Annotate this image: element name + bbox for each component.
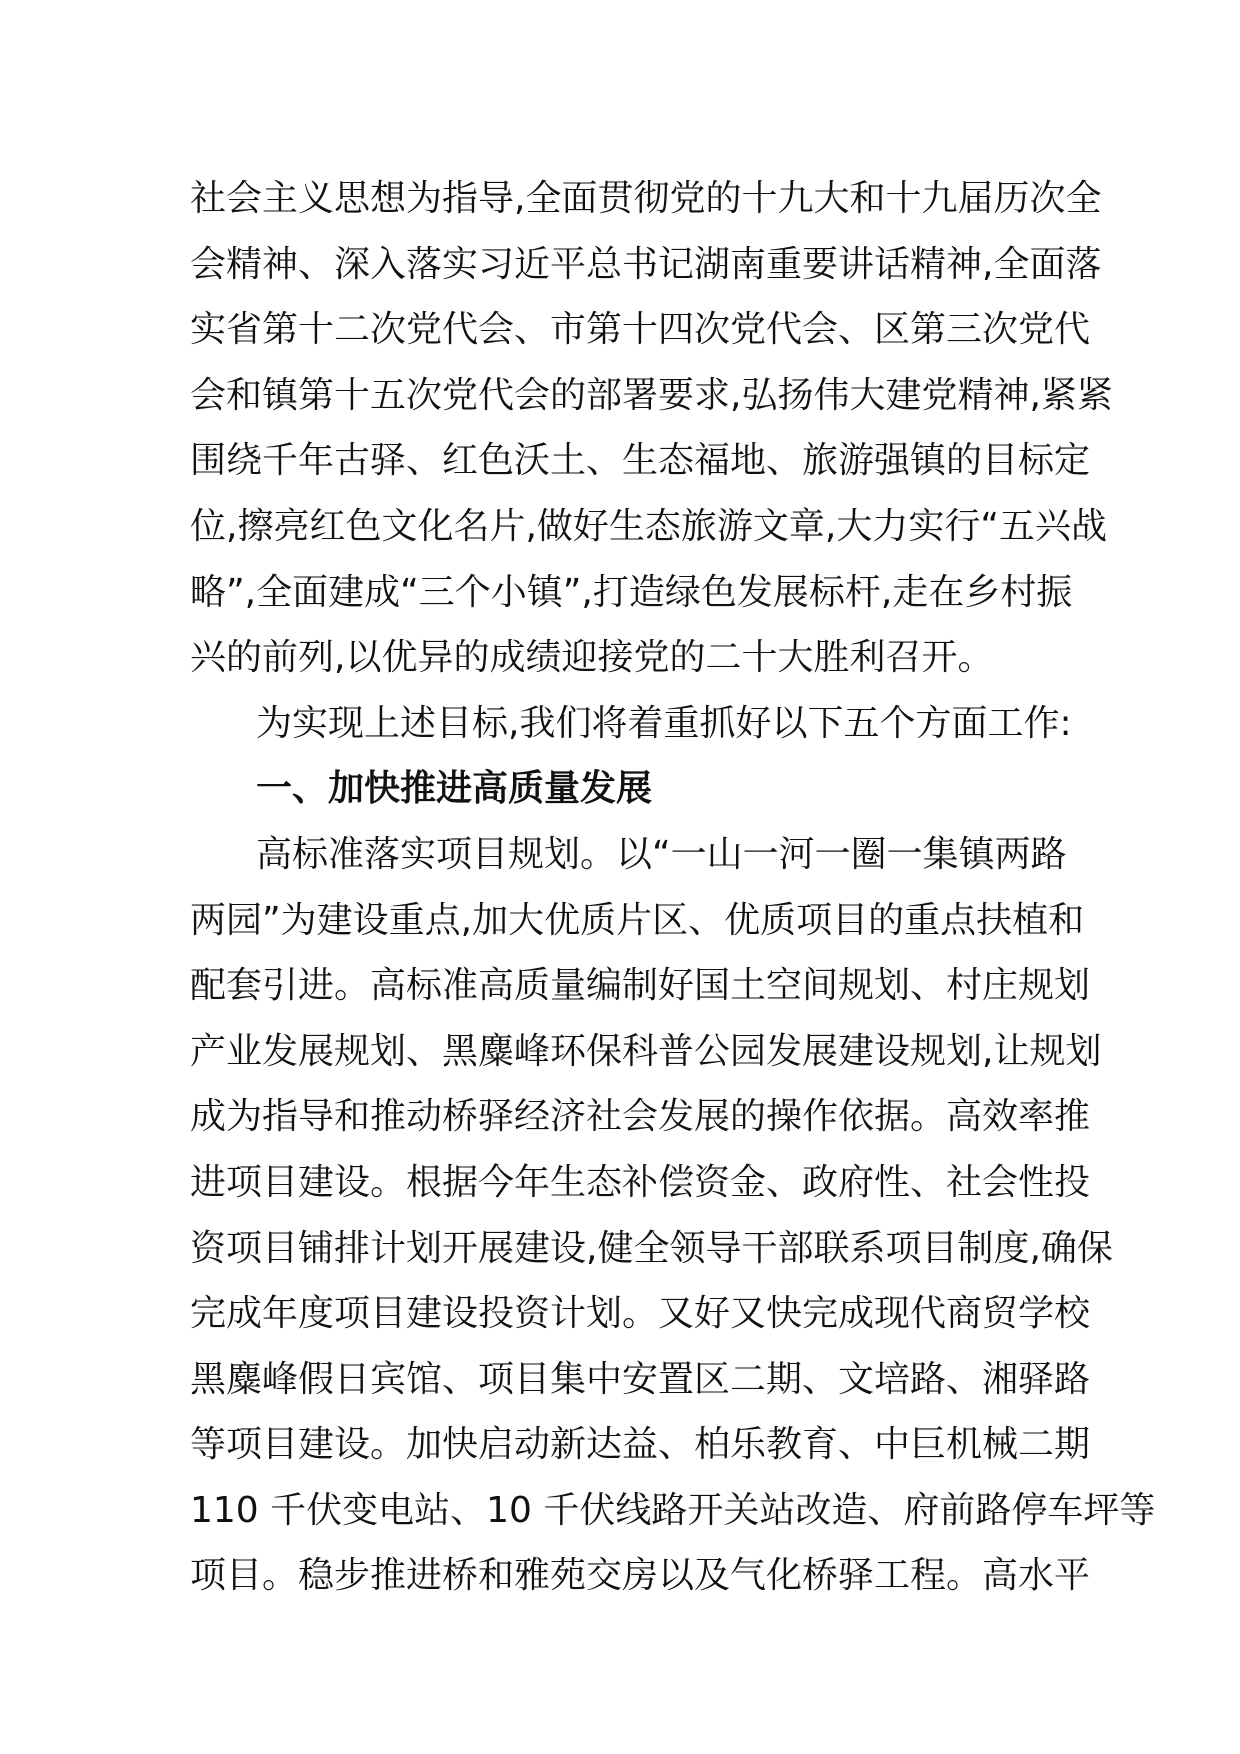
text-line: 黑麋峰假日宾馆、项目集中安置区二期、文培路、湘驿路 [190,1358,1091,1400]
document-body [190,166,1156,1609]
text-line: 产业发展规划、黑麋峰环保科普公园发展建设规划,让规划 [190,1030,1102,1072]
paragraph-2 [190,691,1072,757]
text-line: 会精神、深入落实习近平总书记湖南重要讲话精神,全面落 [190,243,1102,285]
text-line: 110 千伏变电站、10 千伏线路开关站改造、府前路停车坪等 [190,1489,1156,1531]
text-line: 项目。稳步推进桥和雅苑交房以及气化桥驿工程。高水平 [190,1555,1091,1597]
paragraph-1 [190,166,1113,691]
text-line: 围绕千年古驿、红色沃土、生态福地、旅游强镇的目标定 [190,440,1091,482]
text-line: 资项目铺排计划开展建设,健全领导干部联系项目制度,确保 [190,1227,1113,1269]
text-line: 社会主义思想为指导,全面贯彻党的十九大和十九届历次全 [190,178,1102,219]
text-line: 位,擦亮红色文化名片,做好生态旅游文章,大力实行“五兴战 [190,505,1107,547]
text-line: 实省第十二次党代会、市第十四次党代会、区第三次党代 [190,309,1091,351]
text-line: 配套引进。高标准高质量编制好国土空间规划、村庄规划 [190,965,1091,1007]
text-line: 略”,全面建成“三个小镇”,打造绿色发展标杆,走在乡村振 [190,571,1073,613]
text-line: 两园”为建设重点,加大优质片区、优质项目的重点扶植和 [190,899,1085,941]
section-heading [190,756,1050,822]
text-line: 为实现上述目标,我们将着重抓好以下五个方面工作: [256,702,1072,744]
text-line: 完成年度项目建设投资计划。又好又快完成现代商贸学校 [190,1293,1091,1335]
text-line: 等项目建设。加快启动新达益、柏乐教育、中巨机械二期 [190,1424,1091,1466]
text-line: 兴的前列,以优异的成绩迎接党的二十大胜利召开。 [190,637,994,679]
text-line: 高标准落实项目规划。以“一山一河一圈一集镇两路 [256,833,1067,875]
text-line: 进项目建设。根据今年生态补偿资金、政府性、社会性投 [190,1161,1091,1203]
text-line: 成为指导和推动桥驿经济社会发展的操作依据。高效率推 [190,1096,1091,1138]
heading-text: 一、加快推进高质量发展 [256,768,653,810]
paragraph-3 [190,822,1156,1609]
text-line: 会和镇第十五次党代会的部署要求,弘扬伟大建党精神,紧紧 [190,374,1113,416]
